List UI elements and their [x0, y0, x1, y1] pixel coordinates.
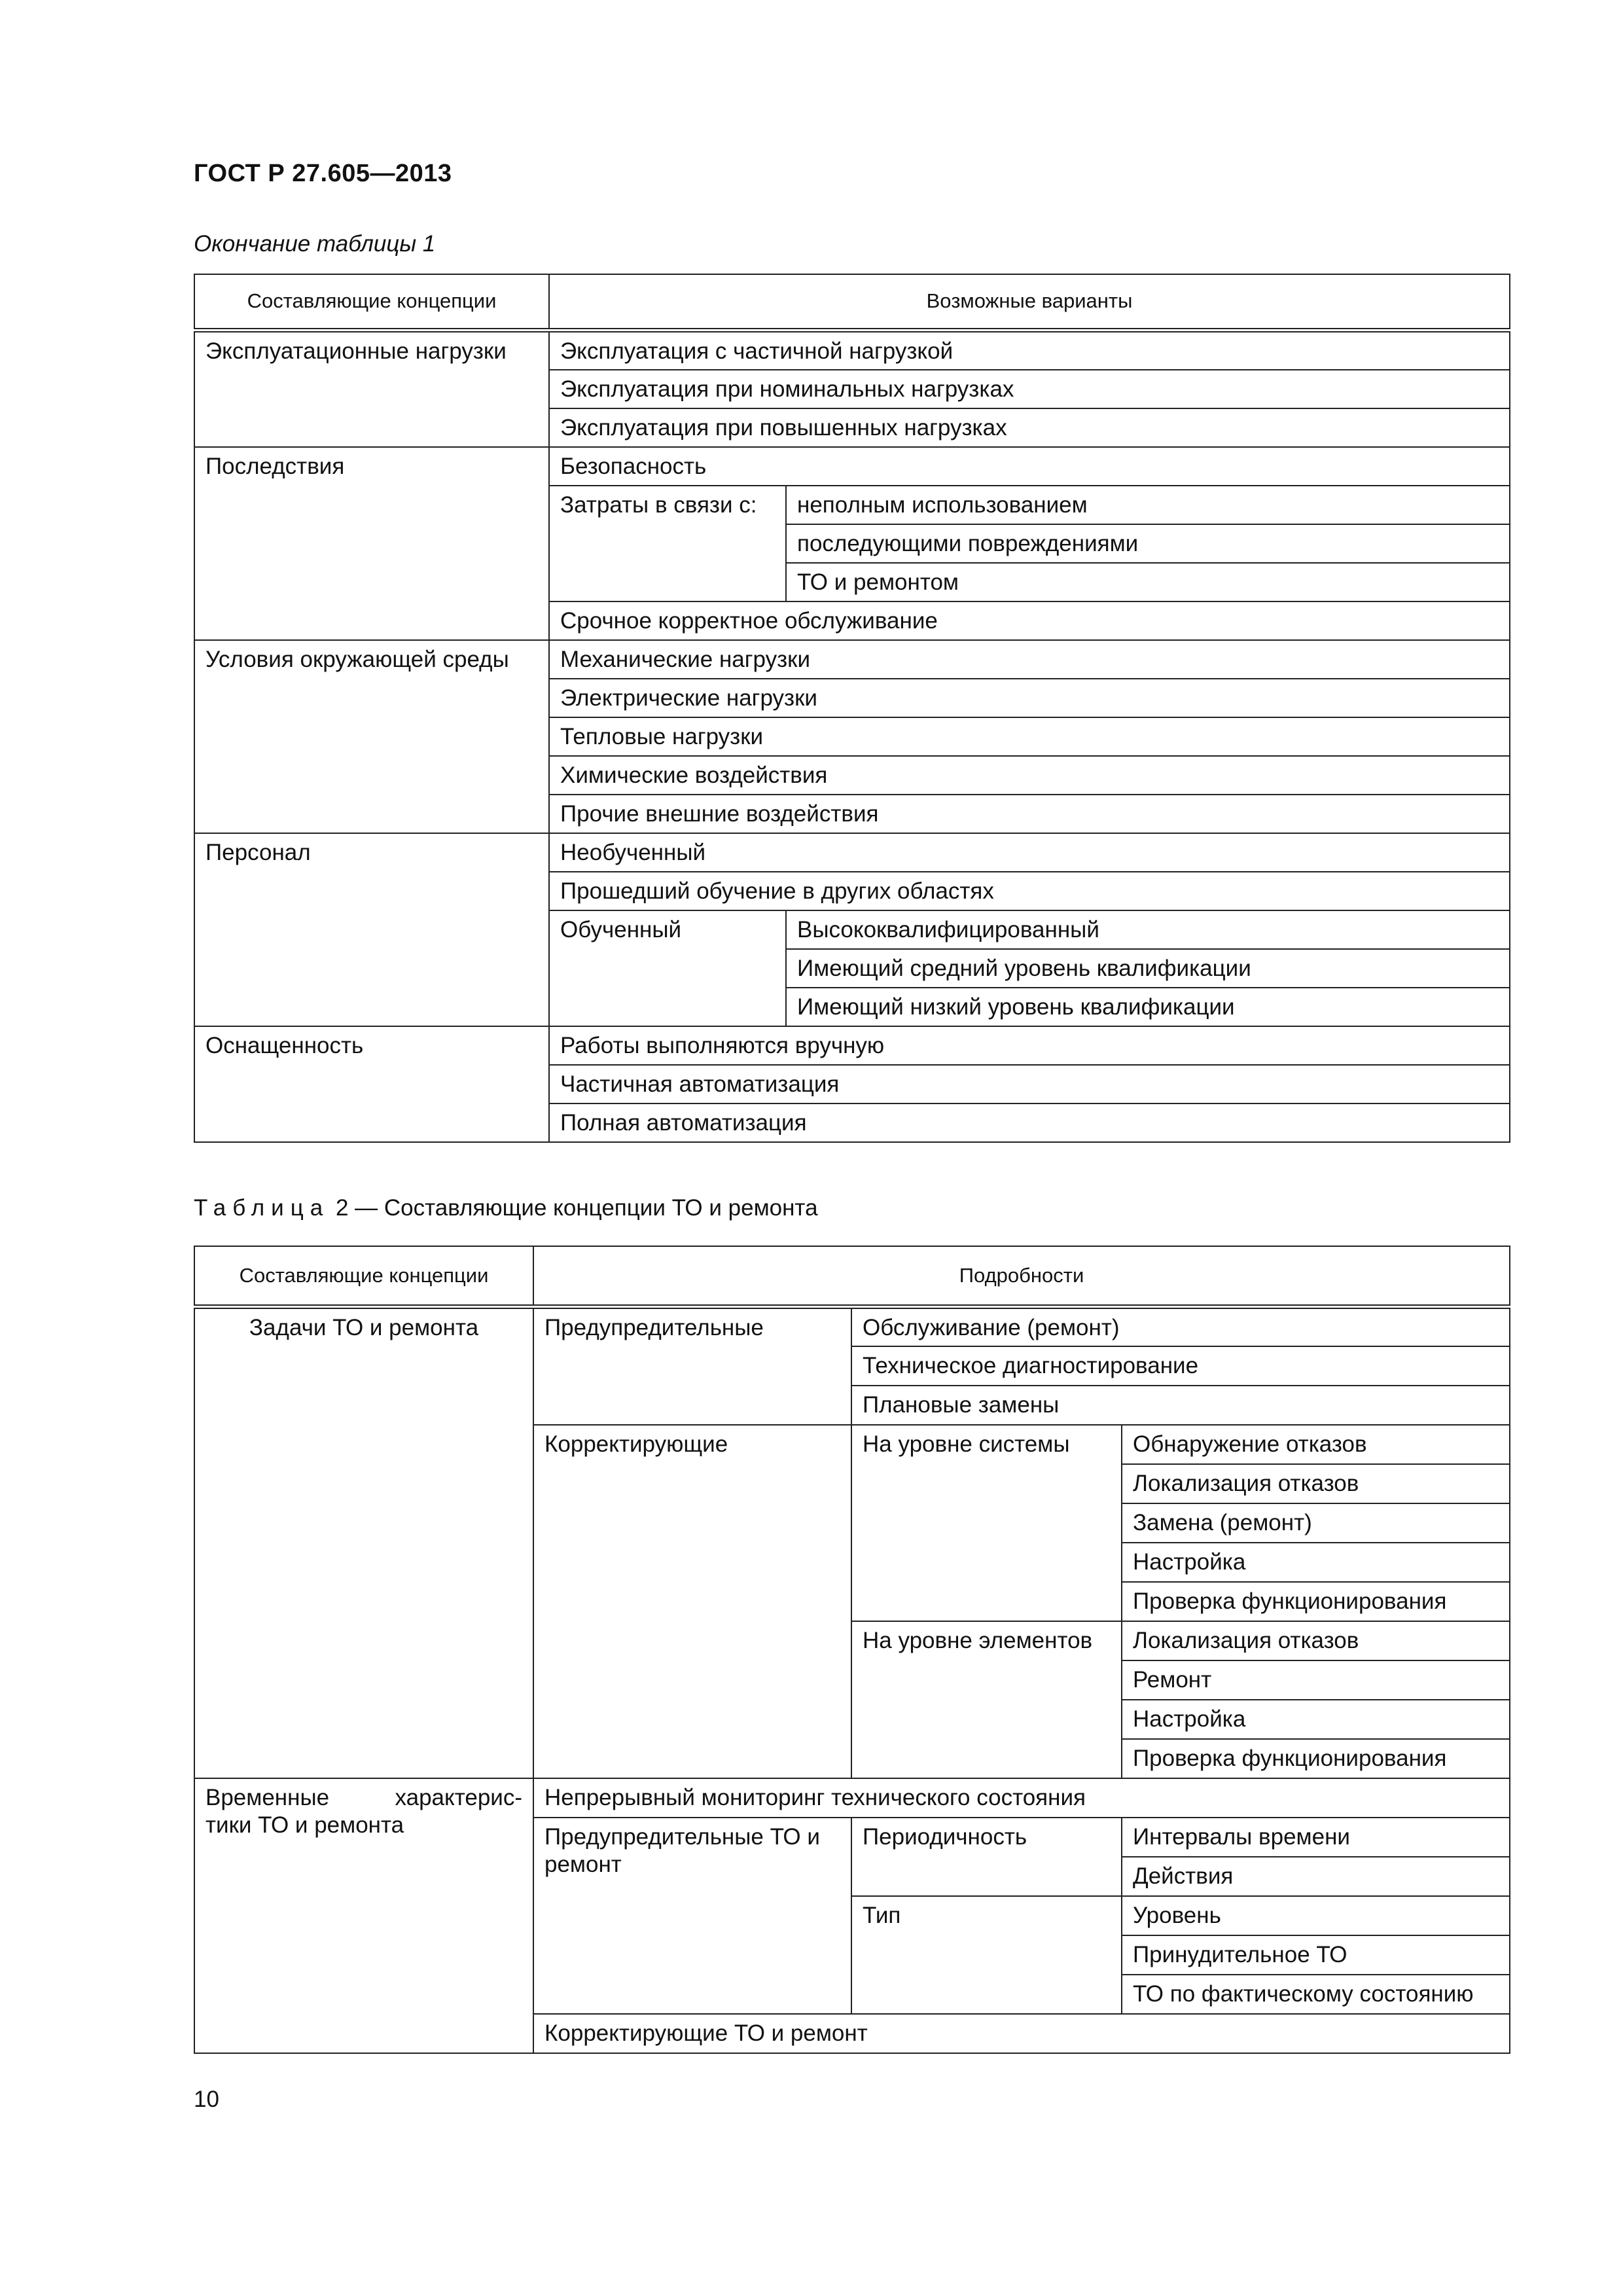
- table2-cell: ТО по фактическому состоянию: [1122, 1975, 1510, 2014]
- table2-cell: На уровне системы: [851, 1425, 1122, 1621]
- table2-cell: Проверка функционирования: [1122, 1582, 1510, 1621]
- table2-cell: Локализация отказов: [1122, 1621, 1510, 1660]
- table1-cell: Полная автоматизация: [549, 1103, 1510, 1142]
- table2-cell: Корректирующие: [533, 1425, 851, 1778]
- table2-cell: Предупредительные ТО и ремонт: [533, 1818, 851, 2014]
- table2-row-label-line2: тики ТО и ремонта: [205, 1812, 404, 1838]
- table1-sublabel: Затраты в связи с:: [549, 486, 786, 601]
- table1-header-variants: Возможные варианты: [549, 274, 1510, 330]
- table2-cell: Плановые замены: [851, 1386, 1510, 1425]
- table2-header-details: Подробности: [533, 1246, 1510, 1306]
- table2-cell: Замена (ремонт): [1122, 1503, 1510, 1543]
- table1-cell: Электрические нагрузки: [549, 679, 1510, 717]
- table1-cell: Эксплуатация с частичной нагрузкой: [549, 330, 1510, 370]
- table2-row-label-line1: Временные характерис-: [205, 1784, 522, 1810]
- table-2: [194, 1246, 1510, 2054]
- table2-caption: [194, 1195, 818, 1221]
- table1-cell: Имеющий средний уровень квалификации: [786, 949, 1510, 988]
- table2-caption-label: Таблица: [194, 1195, 330, 1221]
- table2-cell: Настройка: [1122, 1543, 1510, 1582]
- table2-header-components: Составляющие концепции: [194, 1246, 533, 1306]
- table1-cell: Прошедший обучение в других областях: [549, 872, 1510, 910]
- table2-caption-text: 2 — Составляющие концепции ТО и ремонта: [329, 1195, 818, 1221]
- table2-cell: Уровень: [1122, 1896, 1510, 1935]
- table2-cell: Проверка функционирования: [1122, 1739, 1510, 1778]
- table2-cell: Обслуживание (ремонт): [851, 1306, 1510, 1346]
- table1-cell: неполным использованием: [786, 486, 1510, 524]
- table1-row-label: Условия окружающей среды: [194, 640, 549, 833]
- table1-cell: Имеющий низкий уровень квалификации: [786, 988, 1510, 1026]
- table2-cell: Предупредительные: [533, 1306, 851, 1425]
- table1-cell: Необученный: [549, 833, 1510, 872]
- table1-row-label: Оснащенность: [194, 1026, 549, 1142]
- table1-caption: Окончание таблицы 1: [194, 231, 436, 257]
- table1-cell: Безопасность: [549, 447, 1510, 486]
- table1-cell: Химические воздействия: [549, 756, 1510, 795]
- document-code: ГОСТ Р 27.605—2013: [194, 160, 452, 187]
- table1-cell: последующими повреждениями: [786, 524, 1510, 563]
- table2-cell: Интервалы времени: [1122, 1818, 1510, 1857]
- table2-row-label: [194, 1778, 533, 2053]
- table2-cell: Непрерывный мониторинг технического состояния: [533, 1778, 1510, 1818]
- page-number: 10: [194, 2087, 219, 2112]
- table1-cell: Механические нагрузки: [549, 640, 1510, 679]
- table2-cell: Действия: [1122, 1857, 1510, 1896]
- table-1: [194, 274, 1510, 1143]
- table1-header-components: Составляющие концепции: [194, 274, 549, 330]
- table2-cell: Тип: [851, 1896, 1122, 2014]
- table1-cell: Срочное корректное обслуживание: [549, 601, 1510, 640]
- table2-cell: Принудительное ТО: [1122, 1935, 1510, 1975]
- table2-cell: Ремонт: [1122, 1660, 1510, 1700]
- table1-cell: ТО и ремонтом: [786, 563, 1510, 601]
- table1-cell: Тепловые нагрузки: [549, 717, 1510, 756]
- table2-cell: Локализация отказов: [1122, 1464, 1510, 1503]
- table2-row-label: Задачи ТО и ремонта: [194, 1306, 533, 1778]
- table1-cell: Эксплуатация при номинальных нагрузках: [549, 370, 1510, 408]
- table1-cell: Работы выполняются вручную: [549, 1026, 1510, 1065]
- table1-cell: Прочие внешние воздействия: [549, 795, 1510, 833]
- table1-row-label: Персонал: [194, 833, 549, 1026]
- table2-cell: На уровне элементов: [851, 1621, 1122, 1778]
- table2-cell: Настройка: [1122, 1700, 1510, 1739]
- table1-row-label: Эксплуатационные нагрузки: [194, 330, 549, 447]
- table2-cell: Техническое диагностирование: [851, 1346, 1510, 1386]
- table1-sublabel: Обученный: [549, 910, 786, 1026]
- table1-row-label: Последствия: [194, 447, 549, 640]
- table2-cell: Корректирующие ТО и ремонт: [533, 2014, 1510, 2053]
- table2-cell: Периодичность: [851, 1818, 1122, 1896]
- table1-cell: Эксплуатация при повышенных нагрузках: [549, 408, 1510, 447]
- table2-cell: Обнаружение отказов: [1122, 1425, 1510, 1464]
- table1-cell: Высококвалифицированный: [786, 910, 1510, 949]
- table1-cell: Частичная автоматизация: [549, 1065, 1510, 1103]
